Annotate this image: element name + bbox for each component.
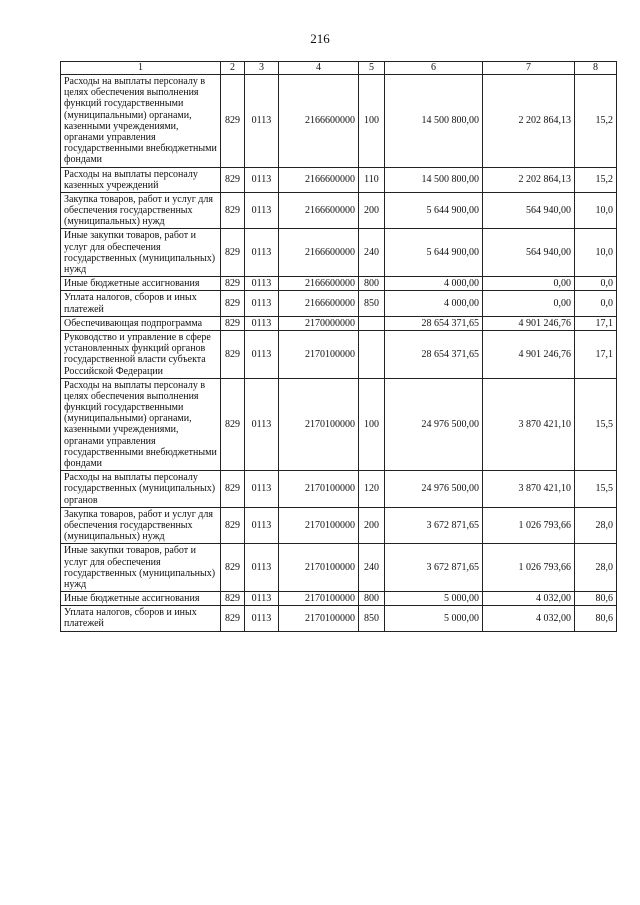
row-ministry-code: 829 xyxy=(221,544,245,592)
row-target-code: 2166600000 xyxy=(279,277,359,291)
budget-table xyxy=(60,61,617,632)
table-row xyxy=(61,592,617,606)
table-row xyxy=(61,316,617,330)
row-actual-amount: 4 901 246,76 xyxy=(483,330,575,378)
row-actual-amount: 564 940,00 xyxy=(483,192,575,229)
row-percent: 28,0 xyxy=(575,507,617,544)
row-name: Уплата налогов, сборов и иных платежей xyxy=(61,291,221,316)
table-row xyxy=(61,507,617,544)
row-plan-amount: 3 672 871,65 xyxy=(385,507,483,544)
row-ministry-code: 829 xyxy=(221,277,245,291)
row-section-code: 0113 xyxy=(245,330,279,378)
row-target-code: 2166600000 xyxy=(279,75,359,168)
row-name: Уплата налогов, сборов и иных платежей xyxy=(61,606,221,631)
row-section-code: 0113 xyxy=(245,75,279,168)
row-percent: 10,0 xyxy=(575,229,617,277)
row-plan-amount: 28 654 371,65 xyxy=(385,330,483,378)
table-row xyxy=(61,167,617,192)
row-ministry-code: 829 xyxy=(221,316,245,330)
row-name: Иные бюджетные ассигнования xyxy=(61,277,221,291)
row-expense-type: 120 xyxy=(359,471,385,508)
row-section-code: 0113 xyxy=(245,606,279,631)
row-actual-amount: 0,00 xyxy=(483,291,575,316)
col-header: 6 xyxy=(385,62,483,75)
col-header: 4 xyxy=(279,62,359,75)
row-expense-type xyxy=(359,330,385,378)
row-plan-amount: 5 644 900,00 xyxy=(385,229,483,277)
row-ministry-code: 829 xyxy=(221,192,245,229)
row-actual-amount: 2 202 864,13 xyxy=(483,75,575,168)
row-target-code: 2170100000 xyxy=(279,606,359,631)
table-row xyxy=(61,330,617,378)
row-percent: 0,0 xyxy=(575,291,617,316)
row-target-code: 2170100000 xyxy=(279,507,359,544)
col-header: 1 xyxy=(61,62,221,75)
row-expense-type: 110 xyxy=(359,167,385,192)
row-ministry-code: 829 xyxy=(221,606,245,631)
page-number: 216 xyxy=(310,31,330,46)
row-name: Руководство и управление в сфере установленных функций органов государственной власти субъекта Российской Федерации xyxy=(61,330,221,378)
row-percent: 15,5 xyxy=(575,471,617,508)
row-plan-amount: 5 644 900,00 xyxy=(385,192,483,229)
row-plan-amount: 3 672 871,65 xyxy=(385,544,483,592)
row-actual-amount: 564 940,00 xyxy=(483,229,575,277)
row-plan-amount: 28 654 371,65 xyxy=(385,316,483,330)
table-row xyxy=(61,291,617,316)
table-row xyxy=(61,192,617,229)
row-actual-amount: 1 026 793,66 xyxy=(483,544,575,592)
row-target-code: 2166600000 xyxy=(279,192,359,229)
row-actual-amount: 2 202 864,13 xyxy=(483,167,575,192)
row-expense-type xyxy=(359,316,385,330)
row-target-code: 2170100000 xyxy=(279,471,359,508)
table-row xyxy=(61,75,617,168)
row-name: Иные бюджетные ассигнования xyxy=(61,592,221,606)
row-name: Расходы на выплаты персоналу в целях обеспечения выполнения функций государственными (муниципальными) органами, казенными учреждениями, органами управления государственными внебюджетными фондами xyxy=(61,75,221,168)
row-percent: 17,1 xyxy=(575,316,617,330)
col-header: 5 xyxy=(359,62,385,75)
row-name: Иные закупки товаров, работ и услуг для обеспечения государственных (муниципальных) нужд xyxy=(61,544,221,592)
row-plan-amount: 24 976 500,00 xyxy=(385,471,483,508)
row-actual-amount: 4 032,00 xyxy=(483,592,575,606)
row-name: Расходы на выплаты персоналу казенных учреждений xyxy=(61,167,221,192)
row-section-code: 0113 xyxy=(245,544,279,592)
table-row xyxy=(61,606,617,631)
row-ministry-code: 829 xyxy=(221,330,245,378)
row-percent: 15,2 xyxy=(575,75,617,168)
row-plan-amount: 14 500 800,00 xyxy=(385,167,483,192)
table-row xyxy=(61,378,617,471)
row-name: Расходы на выплаты персоналу государственных (муниципальных) органов xyxy=(61,471,221,508)
row-percent: 10,0 xyxy=(575,192,617,229)
row-section-code: 0113 xyxy=(245,471,279,508)
col-header: 3 xyxy=(245,62,279,75)
table-row xyxy=(61,229,617,277)
row-ministry-code: 829 xyxy=(221,229,245,277)
row-expense-type: 200 xyxy=(359,507,385,544)
row-target-code: 2170100000 xyxy=(279,544,359,592)
row-name: Обеспечивающая подпрограмма xyxy=(61,316,221,330)
row-expense-type: 100 xyxy=(359,378,385,471)
row-section-code: 0113 xyxy=(245,592,279,606)
row-actual-amount: 1 026 793,66 xyxy=(483,507,575,544)
row-name: Закупка товаров, работ и услуг для обеспечения государственных (муниципальных) нужд xyxy=(61,507,221,544)
row-ministry-code: 829 xyxy=(221,75,245,168)
row-expense-type: 200 xyxy=(359,192,385,229)
row-plan-amount: 5 000,00 xyxy=(385,592,483,606)
row-ministry-code: 829 xyxy=(221,291,245,316)
row-section-code: 0113 xyxy=(245,291,279,316)
col-header: 8 xyxy=(575,62,617,75)
row-section-code: 0113 xyxy=(245,167,279,192)
col-header: 7 xyxy=(483,62,575,75)
row-target-code: 2166600000 xyxy=(279,291,359,316)
table-row xyxy=(61,544,617,592)
row-name: Иные закупки товаров, работ и услуг для обеспечения государственных (муниципальных) нужд xyxy=(61,229,221,277)
row-target-code: 2170100000 xyxy=(279,330,359,378)
row-expense-type: 100 xyxy=(359,75,385,168)
row-name: Расходы на выплаты персоналу в целях обеспечения выполнения функций государственными (муниципальными) органами, казенными учреждениями, органами управления государственными внебюджетными фондами xyxy=(61,378,221,471)
row-actual-amount: 4 032,00 xyxy=(483,606,575,631)
row-plan-amount: 5 000,00 xyxy=(385,606,483,631)
row-actual-amount: 3 870 421,10 xyxy=(483,471,575,508)
row-percent: 0,0 xyxy=(575,277,617,291)
row-target-code: 2166600000 xyxy=(279,229,359,277)
row-target-code: 2170100000 xyxy=(279,592,359,606)
row-target-code: 2170100000 xyxy=(279,378,359,471)
row-plan-amount: 14 500 800,00 xyxy=(385,75,483,168)
row-expense-type: 850 xyxy=(359,291,385,316)
row-ministry-code: 829 xyxy=(221,378,245,471)
row-ministry-code: 829 xyxy=(221,507,245,544)
row-plan-amount: 4 000,00 xyxy=(385,291,483,316)
row-percent: 15,5 xyxy=(575,378,617,471)
row-ministry-code: 829 xyxy=(221,167,245,192)
row-actual-amount: 3 870 421,10 xyxy=(483,378,575,471)
row-percent: 80,6 xyxy=(575,592,617,606)
row-plan-amount: 4 000,00 xyxy=(385,277,483,291)
row-expense-type: 800 xyxy=(359,277,385,291)
row-percent: 17,1 xyxy=(575,330,617,378)
row-percent: 15,2 xyxy=(575,167,617,192)
col-header: 2 xyxy=(221,62,245,75)
row-actual-amount: 0,00 xyxy=(483,277,575,291)
header-row xyxy=(61,62,617,75)
row-section-code: 0113 xyxy=(245,316,279,330)
row-section-code: 0113 xyxy=(245,378,279,471)
row-actual-amount: 4 901 246,76 xyxy=(483,316,575,330)
row-target-code: 2170000000 xyxy=(279,316,359,330)
row-expense-type: 850 xyxy=(359,606,385,631)
row-ministry-code: 829 xyxy=(221,592,245,606)
table-row xyxy=(61,471,617,508)
row-plan-amount: 24 976 500,00 xyxy=(385,378,483,471)
row-target-code: 2166600000 xyxy=(279,167,359,192)
row-name: Закупка товаров, работ и услуг для обеспечения государственных (муниципальных) нужд xyxy=(61,192,221,229)
row-section-code: 0113 xyxy=(245,192,279,229)
row-section-code: 0113 xyxy=(245,507,279,544)
row-section-code: 0113 xyxy=(245,229,279,277)
row-expense-type: 800 xyxy=(359,592,385,606)
row-percent: 28,0 xyxy=(575,544,617,592)
row-ministry-code: 829 xyxy=(221,471,245,508)
row-expense-type: 240 xyxy=(359,229,385,277)
row-percent: 80,6 xyxy=(575,606,617,631)
row-expense-type: 240 xyxy=(359,544,385,592)
table-row xyxy=(61,277,617,291)
row-section-code: 0113 xyxy=(245,277,279,291)
